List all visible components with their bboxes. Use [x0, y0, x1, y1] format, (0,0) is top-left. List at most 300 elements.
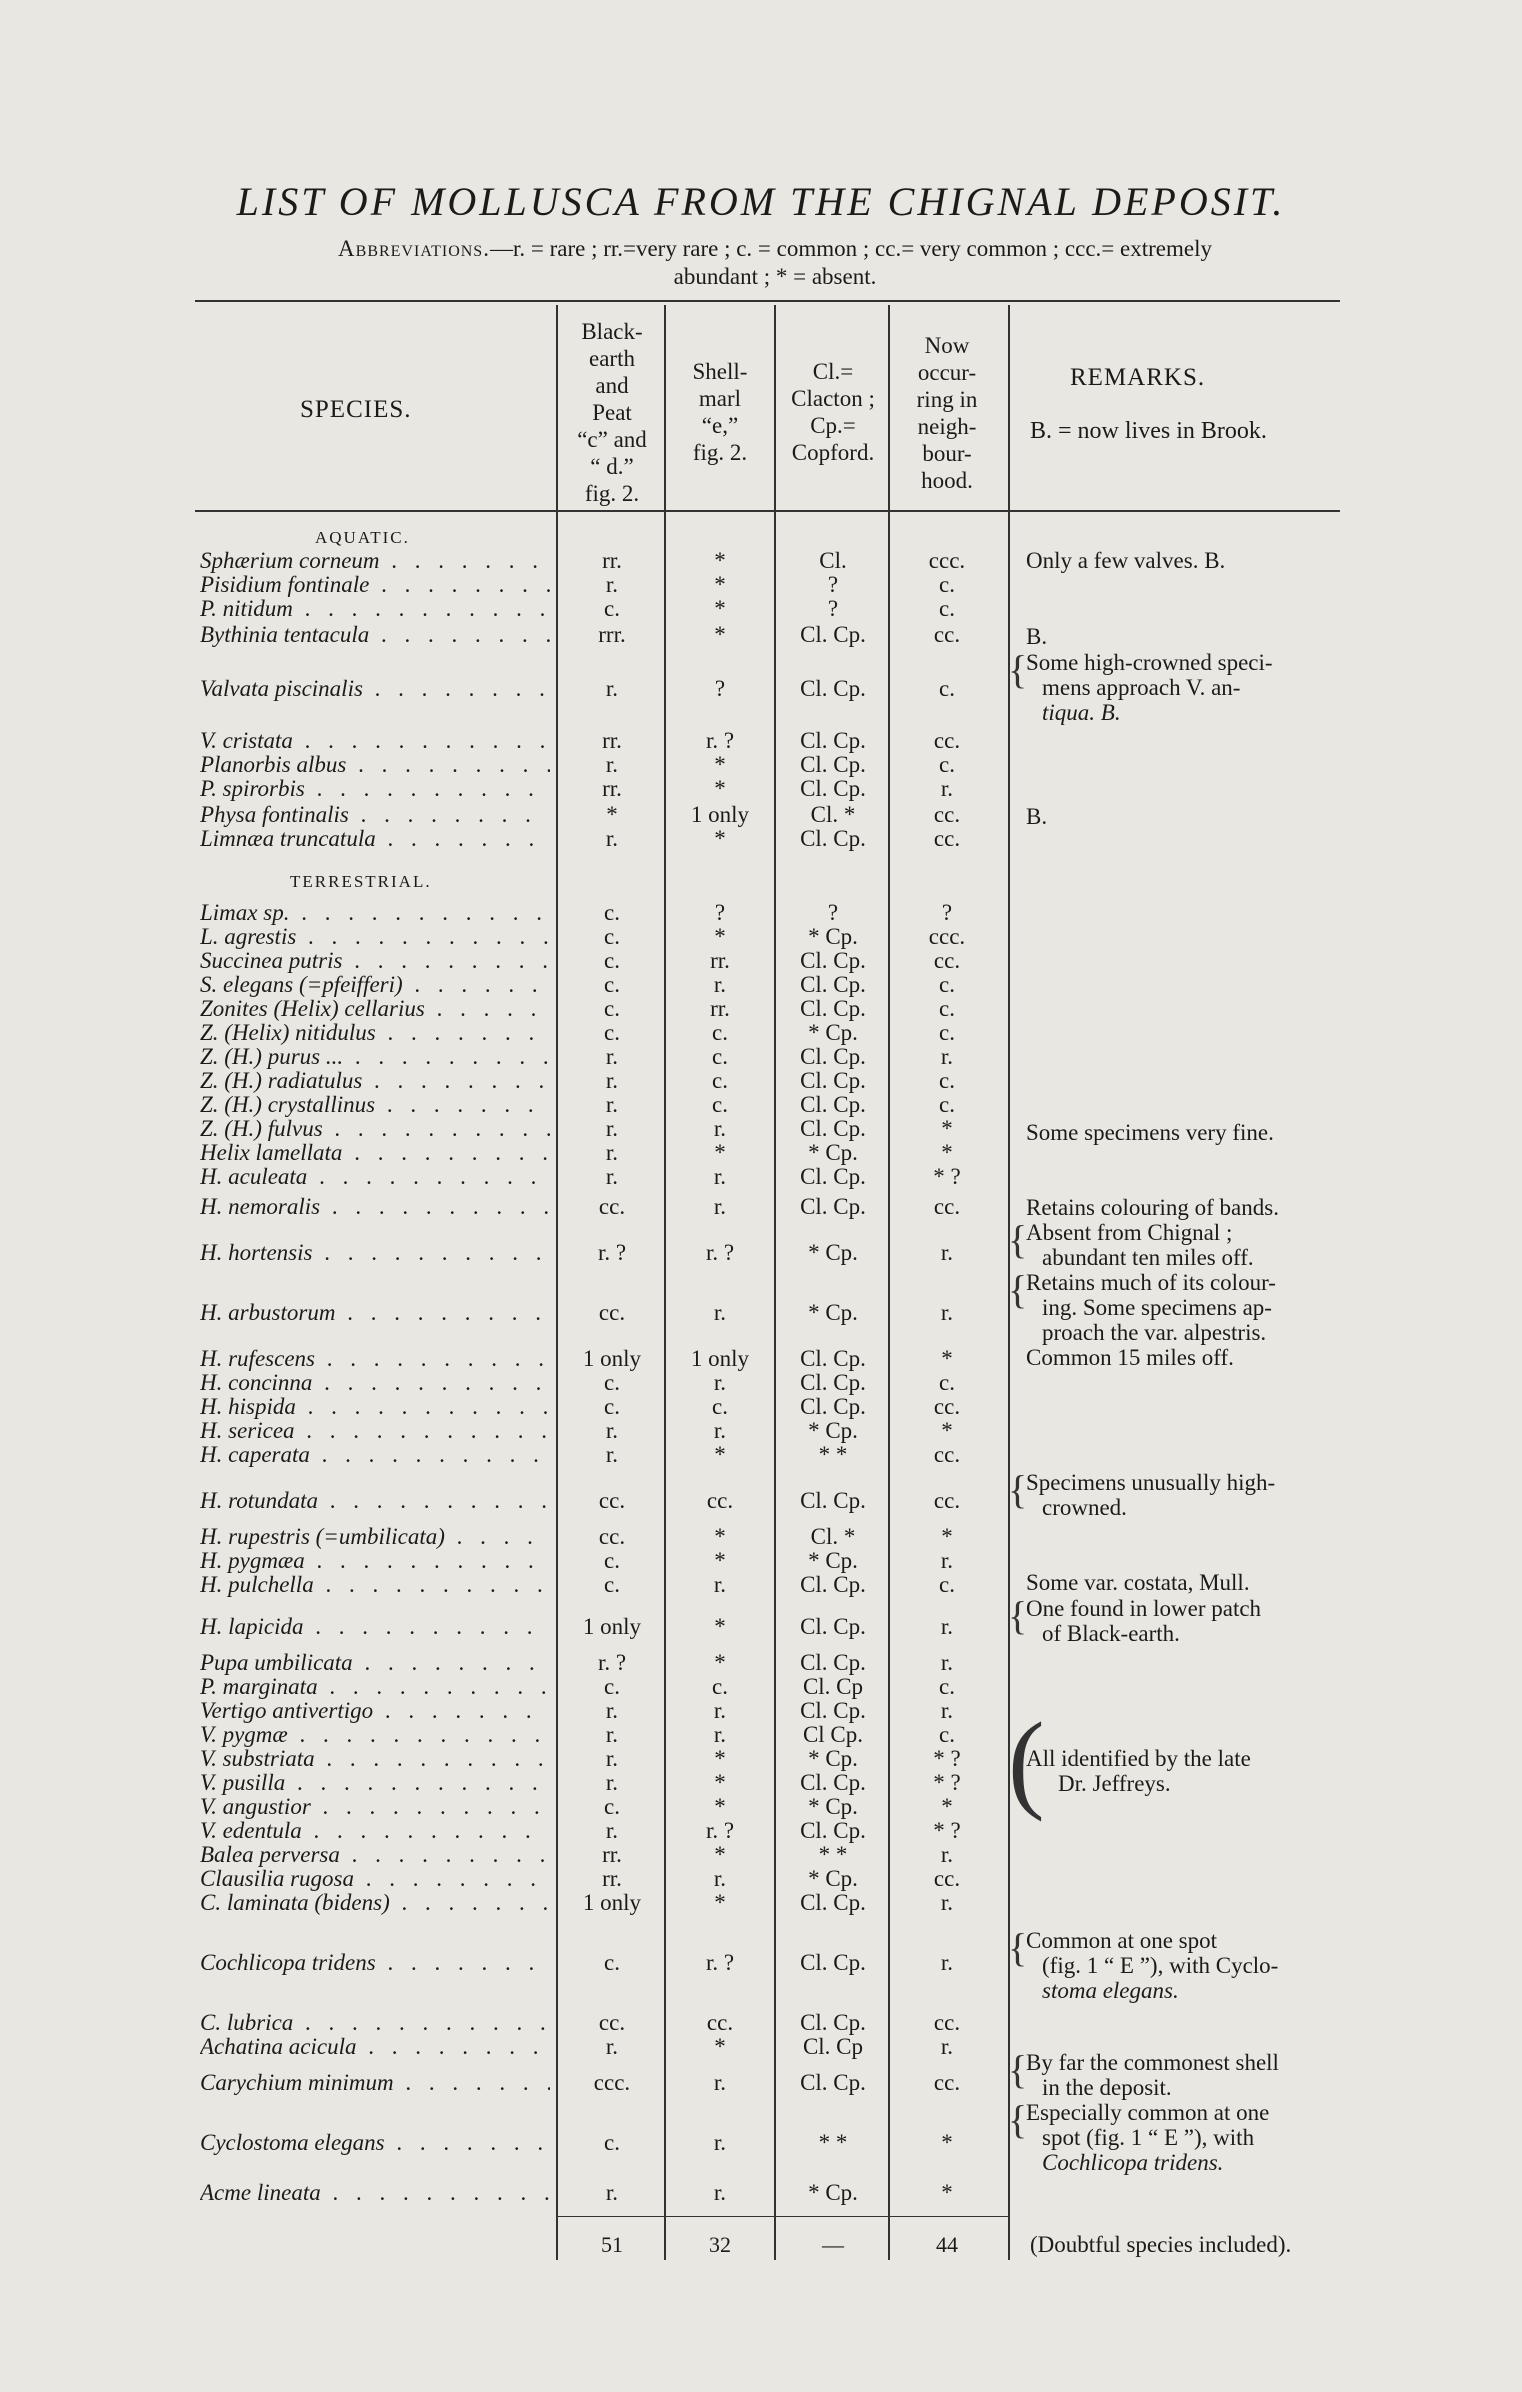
- cell-blackearth: r.: [605, 2180, 619, 2205]
- cell-now-occurring: *: [941, 1346, 953, 1371]
- cell-clacton-copford: * Cp.: [808, 1240, 858, 1265]
- remarks-header: REMARKS.: [1070, 364, 1206, 391]
- species-name: Z. (H.) fulvus . . .: [200, 1116, 550, 1142]
- cell-blackearth: *: [606, 802, 618, 827]
- cell-clacton-copford: Cl. Cp.: [800, 826, 866, 851]
- remark: [1008, 1217, 1356, 1270]
- cell-shellmarl: ?: [714, 676, 726, 701]
- cell-clacton-copford: Cl Cp.: [802, 1722, 864, 1747]
- cell-now-occurring: c.: [939, 752, 955, 777]
- cell-clacton-copford: Cl. Cp.: [800, 996, 866, 1021]
- cell-clacton-copford: * Cp.: [808, 1140, 858, 1165]
- cell-clacton-copford: Cl. Cp.: [800, 1818, 866, 1843]
- cell-clacton-copford: * *: [818, 1842, 848, 1867]
- cell-blackearth: r. ?: [597, 1240, 627, 1265]
- cell-now-occurring: c.: [939, 972, 955, 997]
- brace-icon: {: [1008, 2047, 1028, 2092]
- cell-shellmarl: r.: [713, 1722, 727, 1747]
- total-remark: (Doubtful species included).: [1030, 2232, 1292, 2257]
- species-name: H. sericea . . .: [200, 1418, 550, 1444]
- cell-clacton-copford: * Cp.: [808, 2180, 858, 2205]
- header-line: Cl.=: [812, 359, 854, 384]
- abbreviations-line2: abundant ; * = absent.: [673, 264, 877, 289]
- cell-shellmarl: r.: [713, 1866, 727, 1891]
- species-name: H. lapicida . . .: [200, 1614, 550, 1640]
- cell-blackearth: cc.: [598, 1300, 626, 1325]
- species-name: P. spirorbis . . .: [200, 776, 550, 802]
- cell-blackearth: r.: [605, 1068, 619, 1093]
- cell-blackearth: 1 only: [582, 1614, 642, 1639]
- table-row: [0, 1890, 1522, 1916]
- table-row: [0, 2180, 1522, 2206]
- cell-now-occurring: r.: [940, 1650, 954, 1675]
- species-name: Limnæa truncatula . . .: [200, 826, 550, 852]
- table-row: [0, 1722, 1522, 1748]
- cell-blackearth: r.: [605, 2034, 619, 2059]
- cell-blackearth: rr.: [602, 1842, 622, 1867]
- cell-shellmarl: r.: [713, 1164, 727, 1189]
- remark-text: mens approach V. an-: [1042, 675, 1241, 700]
- cell-now-occurring: r.: [940, 1548, 954, 1573]
- header-line: fig. 2.: [584, 481, 640, 506]
- species-name: Physa fontinalis . . .: [200, 802, 550, 828]
- cell-blackearth: c.: [604, 972, 620, 997]
- species-name: H. rufescens . . .: [200, 1346, 550, 1372]
- cell-blackearth: r.: [605, 1140, 619, 1165]
- species-name: H. pulchella . . .: [200, 1572, 550, 1598]
- cell-shellmarl: *: [714, 572, 726, 597]
- species-name: V. cristata . . .: [200, 728, 550, 754]
- remark: [1008, 2097, 1356, 2175]
- cell-clacton-copford: * Cp.: [808, 1300, 858, 1325]
- species-name: Achatina acicula . . .: [200, 2034, 550, 2060]
- species-name: P. marginata . . .: [200, 1674, 550, 1700]
- cell-clacton-copford: Cl. Cp.: [800, 1394, 866, 1419]
- remark-text: Retains much of its colour-: [1026, 1270, 1276, 1295]
- remark-text: of Black-earth.: [1042, 1621, 1180, 1646]
- cell-clacton-copford: Cl. Cp.: [800, 676, 866, 701]
- species-name: H. hortensis . . .: [200, 1240, 550, 1266]
- cell-clacton-copford: Cl. Cp.: [800, 776, 866, 801]
- cell-blackearth: rrr.: [598, 622, 626, 647]
- cell-now-occurring: cc.: [933, 2010, 961, 2035]
- total-now: 44: [936, 2232, 958, 2257]
- cell-blackearth: r.: [605, 1698, 619, 1723]
- species-name: C. laminata (bidens) . . .: [200, 1890, 550, 1916]
- cell-blackearth: r.: [605, 1164, 619, 1189]
- species-name: Pisidium fontinale . . .: [200, 572, 550, 598]
- cell-blackearth: rr.: [602, 548, 622, 573]
- cell-now-occurring: r.: [940, 1614, 954, 1639]
- cell-shellmarl: r.: [713, 1370, 727, 1395]
- remark-text: Cochlicopa tridens.: [1042, 2150, 1224, 2175]
- header-line: neigh-: [917, 414, 977, 439]
- cell-shellmarl: c.: [712, 1020, 728, 1045]
- cell-blackearth: r.: [605, 1442, 619, 1467]
- species-name: L. agrestis . . .: [200, 924, 550, 950]
- cell-blackearth: r.: [605, 1770, 619, 1795]
- remark-text: stoma elegans.: [1042, 1978, 1179, 2003]
- cell-blackearth: c.: [604, 948, 620, 973]
- cell-shellmarl: *: [714, 1548, 726, 1573]
- cell-shellmarl: *: [714, 826, 726, 851]
- cell-clacton-copford: Cl. Cp.: [800, 1044, 866, 1069]
- cell-shellmarl: r.: [713, 1300, 727, 1325]
- cell-clacton-copford: * Cp.: [808, 1020, 858, 1045]
- remark-text: Specimens unusually high-: [1026, 1470, 1276, 1495]
- header-blackearth: [562, 318, 662, 507]
- cell-shellmarl: *: [714, 1794, 726, 1819]
- cell-clacton-copford: Cl. Cp.: [800, 1488, 866, 1513]
- cell-shellmarl: rr.: [710, 948, 730, 973]
- cell-clacton-copford: Cl. *: [810, 802, 856, 827]
- cell-blackearth: rr.: [602, 1866, 622, 1891]
- cell-blackearth: c.: [604, 2130, 620, 2155]
- cell-blackearth: cc.: [598, 1194, 626, 1219]
- cell-now-occurring: cc.: [933, 826, 961, 851]
- table-top-rule: [195, 300, 1340, 302]
- cell-clacton-copford: Cl. Cp.: [800, 2070, 866, 2095]
- remark: [1008, 1593, 1356, 1646]
- cell-shellmarl: *: [714, 1890, 726, 1915]
- header-line: earth: [589, 346, 635, 371]
- table-row: [0, 1044, 1522, 1070]
- cell-blackearth: c.: [604, 1020, 620, 1045]
- species-name: H. pygmæa . . .: [200, 1548, 550, 1574]
- cell-shellmarl: *: [714, 1140, 726, 1165]
- cell-shellmarl: r.: [713, 2130, 727, 2155]
- cell-clacton-copford: Cl. Cp: [802, 1674, 864, 1699]
- species-name: Z. (H.) crystallinus . . .: [200, 1092, 550, 1118]
- species-name: Vertigo antivertigo . . .: [200, 1698, 550, 1724]
- cell-blackearth: c.: [604, 996, 620, 1021]
- cell-now-occurring: cc.: [933, 802, 961, 827]
- cell-clacton-copford: ?: [827, 596, 839, 621]
- cell-clacton-copford: Cl. Cp.: [800, 1698, 866, 1723]
- header-line: hood.: [921, 468, 973, 493]
- header-line: fig. 2.: [692, 440, 748, 465]
- cell-shellmarl: c.: [712, 1044, 728, 1069]
- cell-shellmarl: *: [714, 924, 726, 949]
- cell-shellmarl: *: [714, 1614, 726, 1639]
- cell-clacton-copford: Cl. Cp.: [800, 1116, 866, 1141]
- remark: [1008, 1700, 1356, 1822]
- brace-icon: {: [1008, 1925, 1028, 1970]
- cell-clacton-copford: Cl. Cp.: [800, 972, 866, 997]
- species-name: H. aculeata . . .: [200, 1164, 550, 1190]
- table-row: [0, 1524, 1522, 1550]
- cell-now-occurring: cc.: [933, 1866, 961, 1891]
- cell-shellmarl: *: [714, 1770, 726, 1795]
- table-row: [0, 1818, 1522, 1844]
- cell-shellmarl: *: [714, 622, 726, 647]
- cell-now-occurring: *: [941, 2130, 953, 2155]
- cell-shellmarl: r.: [713, 1572, 727, 1597]
- cell-shellmarl: *: [714, 1524, 726, 1549]
- cell-blackearth: r.: [605, 1044, 619, 1069]
- brace-icon: {: [1008, 1593, 1028, 1638]
- remark-text: Only a few valves. B.: [1026, 548, 1226, 573]
- cell-blackearth: r.: [605, 1092, 619, 1117]
- remark-text: Some specimens very fine.: [1026, 1120, 1274, 1145]
- cell-blackearth: c.: [604, 1950, 620, 1975]
- remark-text: All identified by the late: [1026, 1746, 1251, 1771]
- table-row: [0, 948, 1522, 974]
- header-line: ring in: [916, 387, 978, 412]
- species-name: Helix lamellata . . .: [200, 1140, 550, 1166]
- table-row: [0, 1092, 1522, 1118]
- header-now-occurring: [892, 332, 1002, 494]
- header-shellmarl: [668, 358, 772, 466]
- cell-shellmarl: 1 only: [690, 802, 750, 827]
- cell-clacton-copford: Cl. Cp.: [800, 1370, 866, 1395]
- species-name: Succinea putris . . .: [200, 948, 550, 974]
- cell-blackearth: r.: [605, 1746, 619, 1771]
- table-row: [0, 996, 1522, 1022]
- table-row: [0, 826, 1522, 852]
- cell-blackearth: ccc.: [593, 2070, 631, 2095]
- total-shellmarl: 32: [709, 2232, 731, 2257]
- cell-now-occurring: * ?: [933, 1818, 961, 1843]
- species-name: V. angustior . . .: [200, 1794, 550, 1820]
- cell-shellmarl: cc.: [706, 2010, 734, 2035]
- cell-shellmarl: cc.: [706, 1488, 734, 1513]
- table-row: [0, 1442, 1522, 1468]
- cell-shellmarl: 1 only: [690, 1346, 750, 1371]
- species-name: H. caperata . . .: [200, 1442, 550, 1468]
- species-name: P. nitidum . . .: [200, 596, 550, 622]
- remark-text: ing. Some specimens ap-: [1042, 1295, 1272, 1320]
- cell-now-occurring: *: [941, 1418, 953, 1443]
- cell-clacton-copford: Cl. Cp.: [800, 2010, 866, 2035]
- cell-now-occurring: ccc.: [928, 548, 966, 573]
- cell-clacton-copford: Cl. Cp.: [800, 948, 866, 973]
- header-line: “ d.”: [590, 454, 634, 479]
- cell-now-occurring: c.: [939, 1068, 955, 1093]
- remarks-note: B. = now lives in Brook.: [1030, 418, 1267, 444]
- cell-now-occurring: cc.: [933, 1394, 961, 1419]
- cell-blackearth: r.: [605, 1818, 619, 1843]
- species-name: H. concinna . . .: [200, 1370, 550, 1396]
- species-name: Clausilia rugosa . . .: [200, 1866, 550, 1892]
- species-name: Limax sp. . . .: [200, 900, 550, 926]
- species-name: V. substriata . . .: [200, 1746, 550, 1772]
- remark-text: Some high-crowned speci-: [1026, 650, 1273, 675]
- cell-now-occurring: *: [941, 1794, 953, 1819]
- total-clacton: —: [822, 2232, 844, 2257]
- cell-blackearth: cc.: [598, 2010, 626, 2035]
- cell-now-occurring: c.: [939, 996, 955, 1021]
- table-row: [0, 1020, 1522, 1046]
- remark: [1026, 1345, 1356, 1370]
- species-name: Sphærium corneum . . .: [200, 548, 550, 574]
- total-blackearth: 51: [601, 2232, 623, 2257]
- remark: [1026, 1195, 1356, 1220]
- cell-now-occurring: cc.: [933, 948, 961, 973]
- table-row: [0, 2010, 1522, 2036]
- header-line: Peat: [592, 400, 632, 425]
- table-row: [0, 1674, 1522, 1700]
- header-line: and: [595, 373, 629, 398]
- cell-clacton-copford: Cl.: [819, 548, 847, 573]
- species-name: Balea perversa . . .: [200, 1842, 550, 1868]
- cell-blackearth: c.: [604, 596, 620, 621]
- remark: [1008, 2047, 1356, 2100]
- cell-clacton-copford: * Cp.: [808, 1794, 858, 1819]
- header-line: “e,”: [701, 413, 739, 438]
- cell-blackearth: r.: [605, 752, 619, 777]
- cell-now-occurring: c.: [939, 1572, 955, 1597]
- header-line: occur-: [917, 360, 977, 385]
- species-name: H. rotundata . . .: [200, 1488, 550, 1514]
- remark: [1008, 1267, 1356, 1345]
- remark: [1026, 1120, 1356, 1145]
- section-terrestrial: TERRESTRIAL.: [290, 872, 432, 891]
- cell-blackearth: c.: [604, 900, 620, 925]
- header-line: Cp.=: [810, 413, 856, 438]
- cell-blackearth: c.: [604, 1370, 620, 1395]
- cell-shellmarl: rr.: [710, 996, 730, 1021]
- cell-shellmarl: r. ?: [705, 728, 735, 753]
- cell-shellmarl: r.: [713, 972, 727, 997]
- cell-clacton-copford: Cl. Cp.: [800, 622, 866, 647]
- remark: [1008, 1467, 1356, 1520]
- cell-blackearth: cc.: [598, 1524, 626, 1549]
- cell-clacton-copford: Cl. Cp.: [800, 752, 866, 777]
- species-name: H. arbustorum . . .: [200, 1300, 550, 1326]
- header-line: Clacton ;: [791, 386, 875, 411]
- header-line: Black-: [581, 319, 643, 344]
- header-line: “c” and: [577, 427, 647, 452]
- cell-blackearth: 1 only: [582, 1346, 642, 1371]
- remark: [1008, 647, 1356, 725]
- cell-now-occurring: r.: [940, 1890, 954, 1915]
- cell-clacton-copford: Cl. Cp.: [800, 1890, 866, 1915]
- species-name: V. pygmæ . . .: [200, 1722, 550, 1748]
- remark-text: Retains colouring of bands.: [1026, 1195, 1279, 1220]
- cell-shellmarl: *: [714, 2034, 726, 2059]
- cell-clacton-copford: Cl. *: [810, 1524, 856, 1549]
- cell-clacton-copford: Cl. Cp.: [800, 1650, 866, 1675]
- cell-now-occurring: r.: [940, 1044, 954, 1069]
- table-row: [0, 752, 1522, 778]
- cell-now-occurring: cc.: [933, 1488, 961, 1513]
- species-name: Carychium minimum . . .: [200, 2070, 550, 2096]
- cell-now-occurring: c.: [939, 1092, 955, 1117]
- species-name: Acme lineata . . .: [200, 2180, 550, 2206]
- header-line: Now: [924, 333, 970, 358]
- species-name: V. edentula . . .: [200, 1818, 550, 1844]
- remark-text: crowned.: [1042, 1495, 1127, 1520]
- remark-text: Especially common at one: [1026, 2100, 1270, 2125]
- cell-blackearth: c.: [604, 1394, 620, 1419]
- cell-now-occurring: r.: [940, 776, 954, 801]
- cell-shellmarl: r.: [713, 2180, 727, 2205]
- species-name: Pupa umbilicata . . .: [200, 1650, 550, 1676]
- cell-shellmarl: c.: [712, 1394, 728, 1419]
- table-row: [0, 1866, 1522, 1892]
- cell-now-occurring: c.: [939, 572, 955, 597]
- species-name: Bythinia tentacula . . .: [200, 622, 550, 648]
- cell-blackearth: 1 only: [582, 1890, 642, 1915]
- remark-text: B.: [1026, 624, 1048, 649]
- brace-icon: (: [1008, 1700, 1045, 1822]
- table-row: [0, 1650, 1522, 1676]
- species-name: C. lubrica . . .: [200, 2010, 550, 2036]
- cell-now-occurring: c.: [939, 1722, 955, 1747]
- cell-now-occurring: cc.: [933, 1442, 961, 1467]
- remark-text: B.: [1026, 804, 1048, 829]
- cell-clacton-copford: * Cp.: [808, 1746, 858, 1771]
- cell-now-occurring: * ?: [933, 1746, 961, 1771]
- cell-blackearth: c.: [604, 1794, 620, 1819]
- cell-blackearth: r.: [605, 1418, 619, 1443]
- header-clacton-copford: [778, 358, 888, 466]
- table-row: [0, 1794, 1522, 1820]
- brace-icon: {: [1008, 647, 1028, 692]
- cell-shellmarl: c.: [712, 1092, 728, 1117]
- remark-text: One found in lower patch: [1026, 1596, 1262, 1621]
- cell-blackearth: r.: [605, 1116, 619, 1141]
- cell-now-occurring: c.: [939, 1370, 955, 1395]
- cell-shellmarl: *: [714, 548, 726, 573]
- remark-text: Common at one spot: [1026, 1928, 1218, 1953]
- cell-now-occurring: * ?: [933, 1770, 961, 1795]
- cell-blackearth: c.: [604, 924, 620, 949]
- cell-blackearth: r.: [605, 572, 619, 597]
- cell-blackearth: r.: [605, 826, 619, 851]
- table-row: [0, 972, 1522, 998]
- cell-shellmarl: *: [714, 1746, 726, 1771]
- table-row: [0, 572, 1522, 598]
- cell-clacton-copford: Cl. Cp.: [800, 1164, 866, 1189]
- remark: [1008, 1925, 1356, 2003]
- table-row: [0, 1698, 1522, 1724]
- section-aquatic: AQUATIC.: [315, 528, 410, 547]
- cell-clacton-copford: * Cp.: [808, 1418, 858, 1443]
- cell-now-occurring: r.: [940, 1240, 954, 1265]
- cell-clacton-copford: * Cp.: [808, 924, 858, 949]
- cell-clacton-copford: Cl. Cp.: [800, 1950, 866, 1975]
- cell-now-occurring: r.: [940, 2034, 954, 2059]
- cell-blackearth: rr.: [602, 776, 622, 801]
- cell-shellmarl: c.: [712, 1068, 728, 1093]
- cell-now-occurring: *: [941, 1116, 953, 1141]
- header-bottom-rule: [195, 510, 1340, 512]
- cell-shellmarl: r.: [713, 1116, 727, 1141]
- cell-clacton-copford: Cl. Cp.: [800, 1572, 866, 1597]
- table-row: [0, 596, 1522, 622]
- table-row: [0, 1370, 1522, 1396]
- remark: [1026, 624, 1356, 649]
- header-line: bour-: [922, 441, 972, 466]
- brace-icon: {: [1008, 2097, 1028, 2142]
- remark: [1026, 548, 1356, 573]
- brace-icon: {: [1008, 1217, 1028, 1262]
- remark-text: tiqua. B.: [1042, 700, 1121, 725]
- cell-now-occurring: ccc.: [928, 924, 966, 949]
- cell-shellmarl: *: [714, 1442, 726, 1467]
- cell-shellmarl: r. ?: [705, 1818, 735, 1843]
- cell-now-occurring: cc.: [933, 1194, 961, 1219]
- remark-text: Dr. Jeffreys.: [1058, 1771, 1171, 1796]
- table-row: [0, 776, 1522, 802]
- cell-now-occurring: c.: [939, 1674, 955, 1699]
- cell-now-occurring: *: [941, 1524, 953, 1549]
- cell-now-occurring: r.: [940, 1950, 954, 1975]
- species-name: H. nemoralis . . .: [200, 1194, 550, 1220]
- remark-text: (fig. 1 “ E ”), with Cyclo-: [1042, 1953, 1279, 1978]
